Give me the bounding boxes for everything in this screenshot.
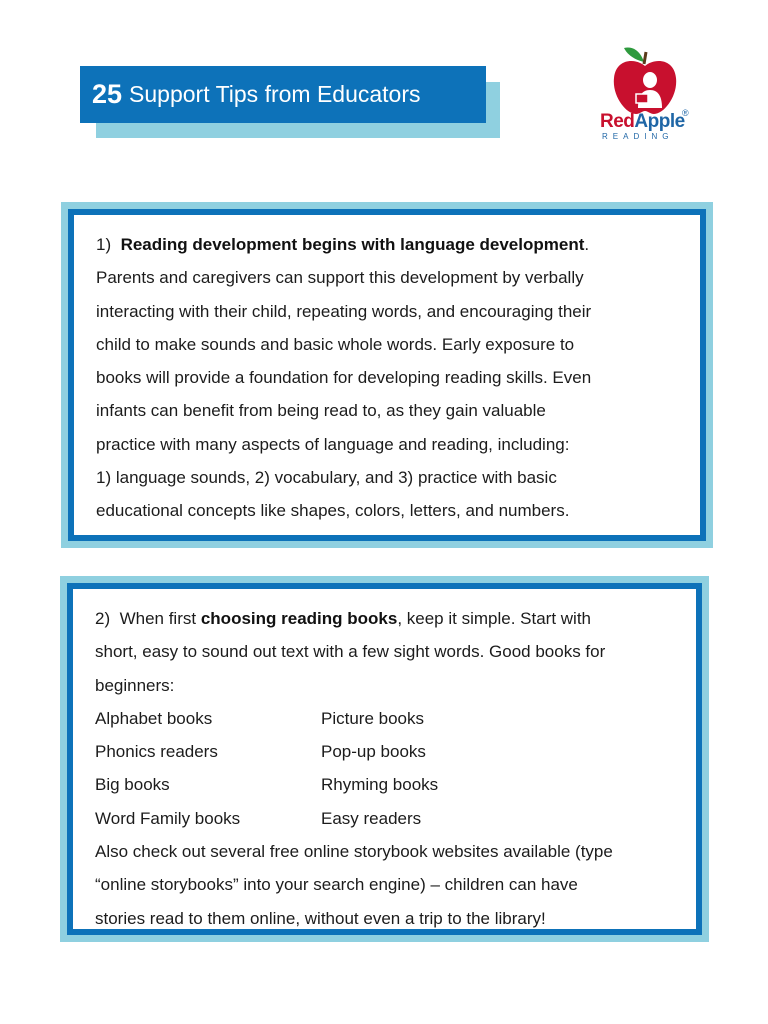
tip-1-line: books will provide a foundation for developing reading skills. Even (96, 368, 592, 388)
book-item: Picture books (321, 708, 424, 728)
title-number: 25 (92, 79, 123, 109)
tip-1-line: 1) language sounds, 2) vocabulary, and 3) practice with basic (96, 468, 557, 488)
tip-box-1-border (68, 209, 706, 541)
tip-2-text (95, 602, 678, 935)
tip-2-line: Also check out several free online storybook websites available (type (95, 842, 613, 862)
page-title (80, 66, 486, 123)
tip-box-1 (61, 202, 713, 548)
book-item: Big books (95, 775, 170, 795)
book-item: Alphabet books (95, 708, 213, 728)
book-item: Rhyming books (321, 775, 439, 795)
tip-1-line: Parents and caregivers can support this development by verbally (96, 268, 584, 288)
tip-1-line: interacting with their child, repeating words, and encouraging their (96, 301, 592, 321)
tip-2-heading: choosing reading books (200, 609, 398, 628)
book-item: Easy readers (321, 808, 422, 828)
tip-2-intro-before: When first (119, 609, 197, 628)
tip-box-2-border (67, 583, 702, 935)
tip-2-number: 2) (95, 609, 111, 628)
tip-1-line: infants can benefit from being read to, as they gain valuable (96, 401, 546, 421)
tip-2-line: short, easy to sound out text with a few sight words. Good books for (95, 642, 606, 662)
tip-1-line: educational concepts like shapes, colors, letters, and numbers. (96, 501, 570, 521)
tip-1-text (96, 228, 682, 528)
tip-2-line: “online storybooks” into your search engine) – children can have (95, 875, 578, 895)
tip-1-heading: Reading development begins with language development (120, 235, 585, 254)
book-item: Pop-up books (321, 742, 426, 762)
tip-2-line: beginners: (95, 675, 175, 695)
tip-1-line: practice with many aspects of language and reading, including: (96, 434, 570, 454)
logo-wordmark: RedApple (600, 111, 685, 132)
apple-icon (610, 44, 680, 116)
tip-1-line: child to make sounds and basic whole words. Early exposure to (96, 334, 575, 354)
book-list (95, 702, 678, 835)
title-text: Support Tips from Educators (129, 81, 421, 107)
book-item: Phonics readers (95, 742, 218, 762)
tip-box-2 (60, 576, 709, 942)
tip-1-heading-end: . (584, 235, 590, 254)
tip-2-intro-after: , keep it simple. Start with (397, 609, 591, 628)
logo-subtitle: READING (602, 132, 674, 141)
tip-2-intro-line (95, 602, 678, 635)
tip-1-heading-line (96, 228, 682, 261)
tip-2-line: stories read to them online, without even a trip to the library! (95, 908, 546, 928)
redapple-logo (598, 44, 698, 148)
registered-mark: ® (682, 108, 689, 118)
book-item: Word Family books (95, 808, 241, 828)
tip-1-number: 1) (96, 235, 112, 254)
